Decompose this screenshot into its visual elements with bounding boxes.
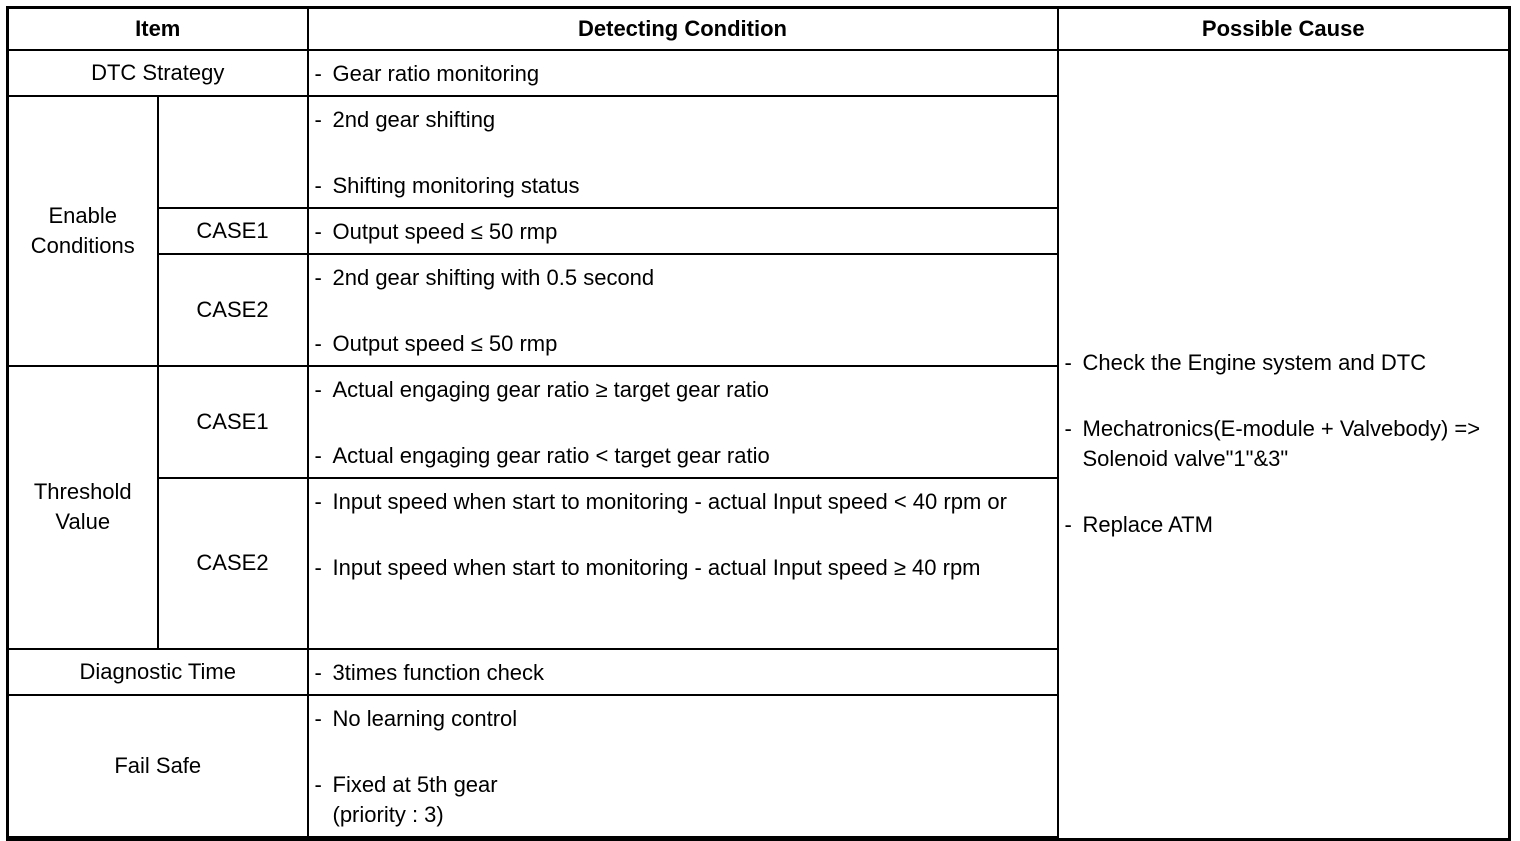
condition-item: - Fixed at 5th gear (priority : 3) [314, 771, 498, 827]
threshold-case2-label: CASE2 [158, 478, 308, 649]
cause-item: - Mechatronics(E-module + Valvebody) => Solenoid valve"1"&3" [1064, 416, 1481, 471]
condition-item: - 2nd gear shifting [314, 106, 496, 132]
row-label-threshold-value: Threshold Value [8, 366, 158, 649]
condition-item: - Actual engaging gear ratio ≥ target gear ratio [314, 376, 769, 402]
condition-item: - Input speed when start to monitoring - actual Input speed ≥ 40 rpm [314, 554, 981, 580]
row-label-enable-conditions: Enable Conditions [8, 96, 158, 366]
header-detecting-condition: Detecting Condition [308, 8, 1058, 50]
row-label-diagnostic-time: Diagnostic Time [8, 649, 308, 695]
condition-item: - No learning control [314, 705, 518, 731]
enable-case2-label: CASE2 [158, 254, 308, 366]
possible-cause-cell [1058, 50, 1510, 840]
row-label-fail-safe: Fail Safe [8, 695, 308, 837]
condition-item: - Input speed when start to monitoring - actual Input speed < 40 rpm or [314, 488, 1007, 514]
row-label-dtc-strategy: DTC Strategy [8, 50, 308, 96]
cause-item: - Check the Engine system and DTC [1064, 350, 1427, 375]
condition-item: - 2nd gear shifting with 0.5 second [314, 264, 655, 290]
header-item: Item [8, 8, 308, 50]
fail-safe-conditions [308, 695, 1058, 837]
threshold-case1-conditions [308, 366, 1058, 478]
dtc-strategy-conditions [308, 50, 1058, 96]
condition-item: - Output speed ≤ 50 rmp [314, 330, 558, 356]
threshold-case2-conditions [308, 478, 1058, 649]
enable-case2-conditions [308, 254, 1058, 366]
enable-case1-label: CASE1 [158, 208, 308, 254]
condition-item: - 3times function check [314, 659, 545, 685]
enable-case1-conditions [308, 208, 1058, 254]
enable-general-case-label [158, 96, 308, 208]
condition-item: - Actual engaging gear ratio < target gear ratio [314, 442, 770, 468]
condition-item: - Shifting monitoring status [314, 172, 580, 198]
condition-item: - Output speed ≤ 50 rmp [314, 218, 558, 244]
enable-general-conditions [308, 96, 1058, 208]
dtc-table [6, 6, 1511, 841]
diagnostic-time-conditions [308, 649, 1058, 695]
cause-item: - Replace ATM [1064, 512, 1213, 537]
threshold-case1-label: CASE1 [158, 366, 308, 478]
header-possible-cause: Possible Cause [1058, 8, 1510, 50]
condition-item: - Gear ratio monitoring [314, 60, 540, 86]
